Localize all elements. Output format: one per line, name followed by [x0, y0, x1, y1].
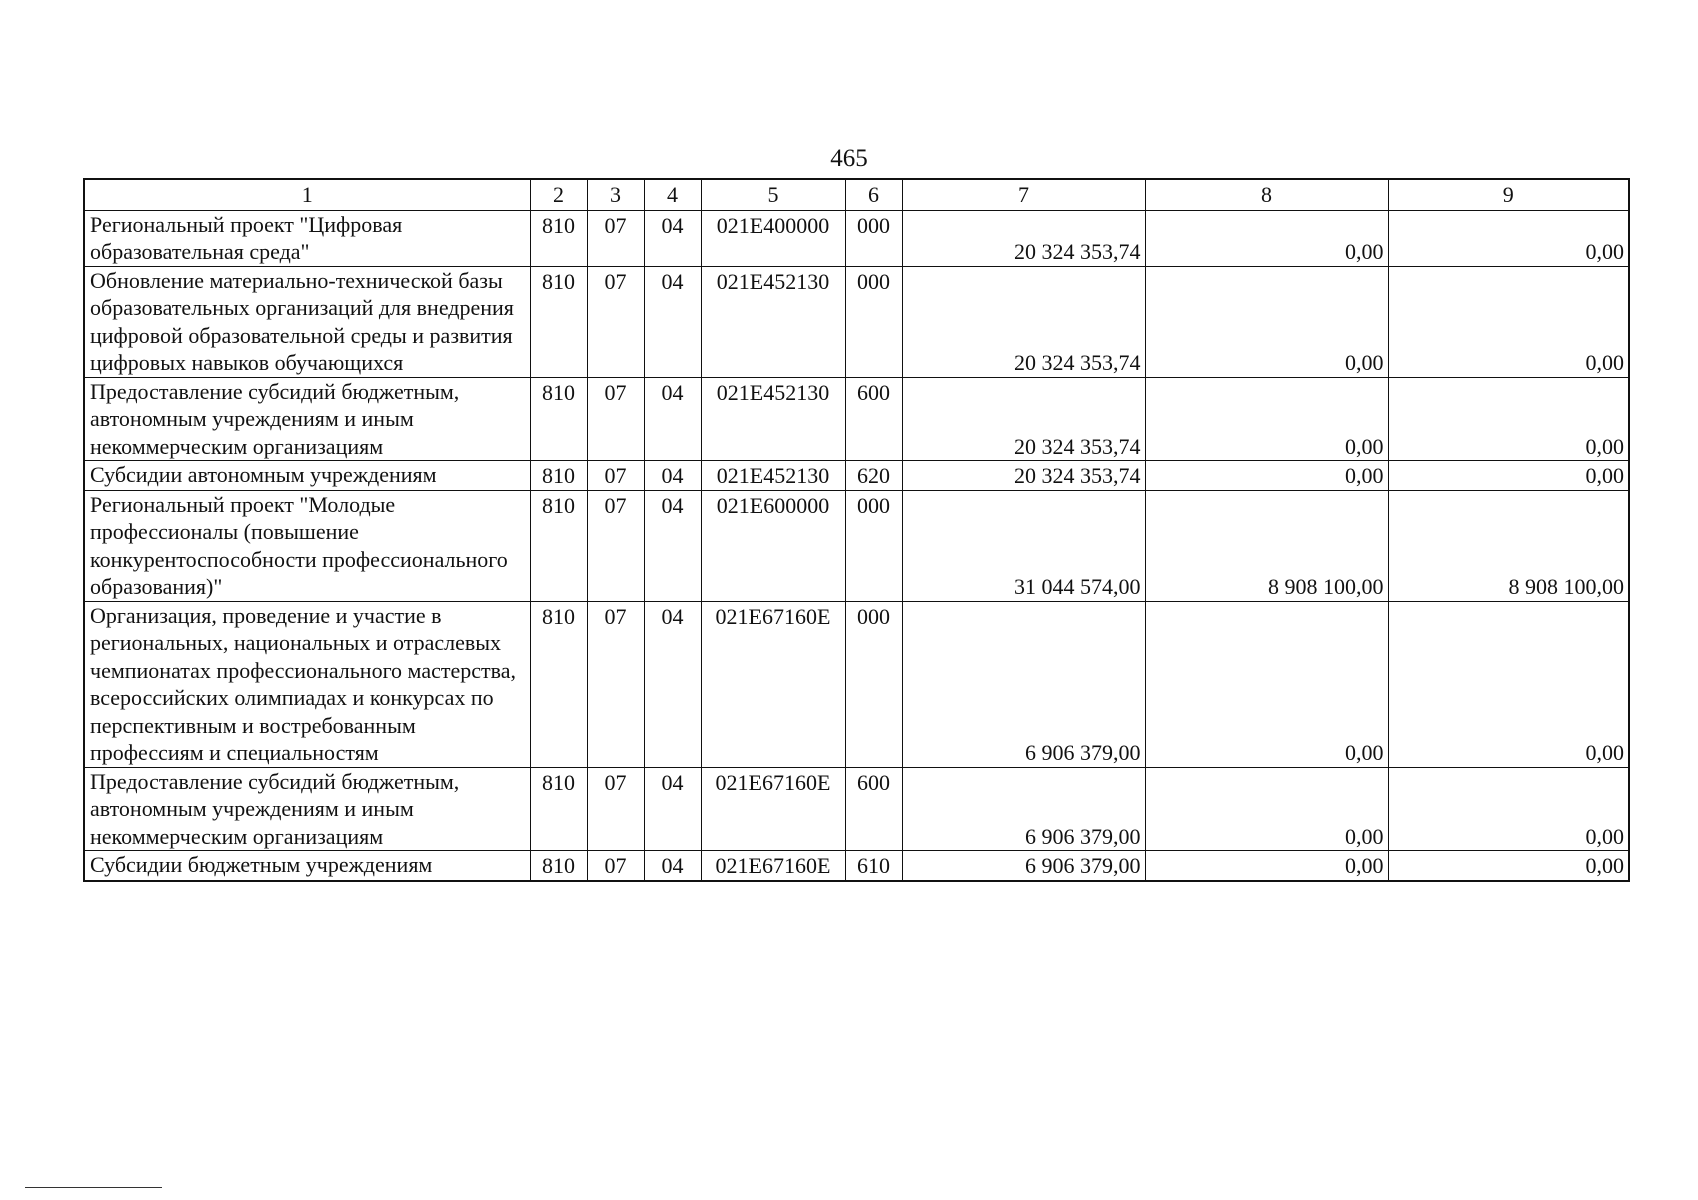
- cell-col5: 021E67160E: [701, 767, 845, 851]
- cell-col7-amount: 20 324 353,74: [902, 461, 1145, 491]
- cell-col8-amount: 0,00: [1145, 767, 1388, 851]
- cell-col8-amount: 0,00: [1145, 461, 1388, 491]
- cell-col4: 04: [644, 461, 701, 491]
- cell-col6: 610: [845, 851, 902, 881]
- budget-table: [83, 178, 1630, 882]
- row-name: Субсидии автономным учреждениям: [84, 461, 530, 491]
- cell-col7-amount: 6 906 379,00: [902, 767, 1145, 851]
- cell-col5: 021E67160E: [701, 601, 845, 767]
- cell-col4: 04: [644, 266, 701, 377]
- cell-col6: 000: [845, 490, 902, 601]
- cell-col2: 810: [530, 851, 587, 881]
- cell-col6: 000: [845, 601, 902, 767]
- cell-col4: 04: [644, 601, 701, 767]
- table-row: [84, 377, 1629, 461]
- cell-col3: 07: [587, 210, 644, 266]
- cell-col6: 600: [845, 767, 902, 851]
- cell-col6: 000: [845, 210, 902, 266]
- cell-col9-amount: 0,00: [1388, 377, 1629, 461]
- table-body: [84, 210, 1629, 881]
- cell-col2: 810: [530, 490, 587, 601]
- cell-col6: 000: [845, 266, 902, 377]
- header-cell-4: 4: [644, 179, 701, 210]
- cell-col8-amount: 0,00: [1145, 377, 1388, 461]
- cell-col7-amount: 20 324 353,74: [902, 210, 1145, 266]
- cell-col7-amount: 20 324 353,74: [902, 377, 1145, 461]
- row-name: Предоставление субсидий бюджетным, автономным учреждениям и иным некоммерческим организациям: [84, 767, 530, 851]
- header-cell-8: 8: [1145, 179, 1388, 210]
- cell-col9-amount: 0,00: [1388, 461, 1629, 491]
- cell-col2: 810: [530, 461, 587, 491]
- cell-col5: 021E67160E: [701, 851, 845, 881]
- header-cell-2: 2: [530, 179, 587, 210]
- table-row: [84, 767, 1629, 851]
- header-cell-1: 1: [84, 179, 530, 210]
- cell-col8-amount: 0,00: [1145, 266, 1388, 377]
- cell-col9-amount: 0,00: [1388, 210, 1629, 266]
- row-name: Обновление материально-технической базы образовательных организаций для внедрения цифровой образовательной среды и развития цифровых навыков обучающихся: [84, 266, 530, 377]
- footnote-rule: [25, 1187, 162, 1188]
- table-row: [84, 461, 1629, 491]
- cell-col8-amount: 0,00: [1145, 851, 1388, 881]
- cell-col2: 810: [530, 266, 587, 377]
- cell-col5: 021E400000: [701, 210, 845, 266]
- table-row: [84, 851, 1629, 881]
- cell-col9-amount: 0,00: [1388, 767, 1629, 851]
- table-row: [84, 490, 1629, 601]
- cell-col2: 810: [530, 601, 587, 767]
- cell-col3: 07: [587, 461, 644, 491]
- header-cell-9: 9: [1388, 179, 1629, 210]
- cell-col7-amount: 20 324 353,74: [902, 266, 1145, 377]
- cell-col8-amount: 0,00: [1145, 210, 1388, 266]
- cell-col2: 810: [530, 377, 587, 461]
- cell-col7-amount: 6 906 379,00: [902, 851, 1145, 881]
- cell-col8-amount: 0,00: [1145, 601, 1388, 767]
- cell-col6: 600: [845, 377, 902, 461]
- page-number: 465: [830, 145, 868, 172]
- header-cell-3: 3: [587, 179, 644, 210]
- row-name: Региональный проект "Молодые профессионалы (повышение конкурентоспособности профессионального образования)": [84, 490, 530, 601]
- row-name: Предоставление субсидий бюджетным, автономным учреждениям и иным некоммерческим организациям: [84, 377, 530, 461]
- cell-col3: 07: [587, 767, 644, 851]
- cell-col5: 021E600000: [701, 490, 845, 601]
- cell-col9-amount: 0,00: [1388, 851, 1629, 881]
- header-row: [84, 179, 1629, 210]
- cell-col5: 021E452130: [701, 266, 845, 377]
- cell-col6: 620: [845, 461, 902, 491]
- cell-col4: 04: [644, 767, 701, 851]
- header-cell-5: 5: [701, 179, 845, 210]
- table-row: [84, 210, 1629, 266]
- cell-col9-amount: 8 908 100,00: [1388, 490, 1629, 601]
- cell-col8-amount: 8 908 100,00: [1145, 490, 1388, 601]
- cell-col3: 07: [587, 601, 644, 767]
- cell-col2: 810: [530, 767, 587, 851]
- cell-col2: 810: [530, 210, 587, 266]
- cell-col3: 07: [587, 377, 644, 461]
- cell-col3: 07: [587, 490, 644, 601]
- cell-col5: 021E452130: [701, 461, 845, 491]
- cell-col7-amount: 31 044 574,00: [902, 490, 1145, 601]
- row-name: Региональный проект "Цифровая образовательная среда": [84, 210, 530, 266]
- table-row: [84, 601, 1629, 767]
- cell-col5: 021E452130: [701, 377, 845, 461]
- cell-col4: 04: [644, 490, 701, 601]
- row-name: Организация, проведение и участие в региональных, национальных и отраслевых чемпионатах профессионального мастерства, всероссийских олимпиадах и конкурсах по перспективным и востребованным профессиям и специальностям: [84, 601, 530, 767]
- cell-col3: 07: [587, 851, 644, 881]
- cell-col7-amount: 6 906 379,00: [902, 601, 1145, 767]
- cell-col4: 04: [644, 377, 701, 461]
- table-row: [84, 266, 1629, 377]
- cell-col9-amount: 0,00: [1388, 601, 1629, 767]
- cell-col9-amount: 0,00: [1388, 266, 1629, 377]
- header-cell-7: 7: [902, 179, 1145, 210]
- header-cell-6: 6: [845, 179, 902, 210]
- cell-col4: 04: [644, 210, 701, 266]
- cell-col3: 07: [587, 266, 644, 377]
- row-name: Субсидии бюджетным учреждениям: [84, 851, 530, 881]
- cell-col4: 04: [644, 851, 701, 881]
